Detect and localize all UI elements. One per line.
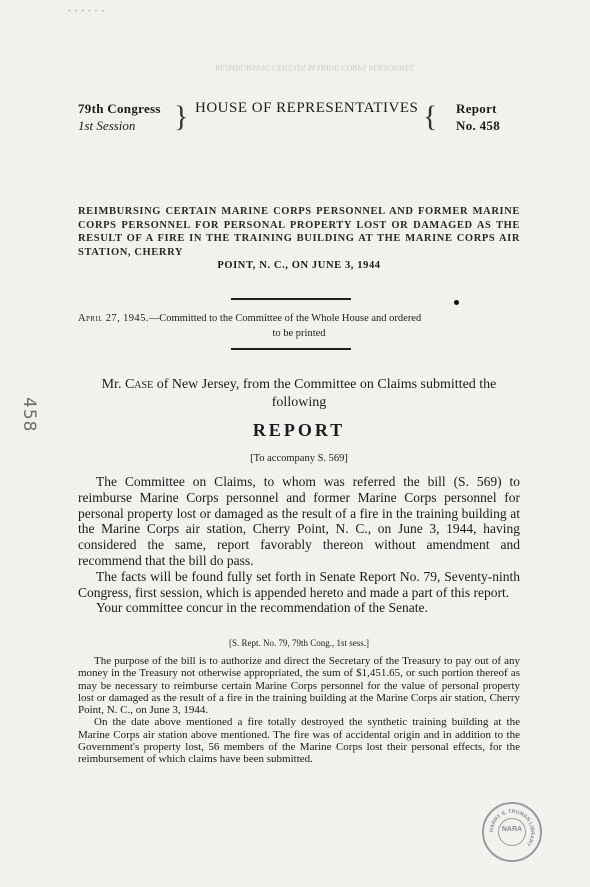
stamp-ring-text: HARRY S. TRUMAN LIBRARY [488, 808, 536, 847]
body-paragraph: Your committee concur in the recommendation of the Senate. [96, 600, 428, 616]
accompany-note: [To accompany S. 569] [250, 453, 348, 464]
committed-note [78, 311, 520, 341]
senate-report-reference: [S. Rept. No. 79, 79th Cong., 1st sess.] [228, 638, 369, 648]
top-marks: - - - - - - [68, 6, 105, 15]
committed-date: April 27, 1945. [78, 313, 149, 324]
intro-name: Case [124, 377, 154, 392]
brace-icon: { [423, 100, 438, 133]
divider-rule [231, 298, 351, 300]
intro-mr: Mr. [101, 377, 125, 392]
handwritten-margin-note: 458 [19, 397, 39, 433]
report-heading: REPORT [252, 420, 346, 440]
report-title-last: POINT, N. C., ON JUNE 3, 1944 [217, 260, 381, 271]
library-stamp [482, 802, 542, 862]
intro-rest: of New Jersey, from the Committee on Claims submitted the following [153, 377, 497, 410]
brace-icon: } [174, 100, 189, 133]
body-paragraph: The Committee on Claims, to whom was referred the bill (S. 569) to reimburse Marine Corps personnel and former Marine Corps personnel for personal property lost or damaged as the result of a fire in the training building at the Marine Corps air station, Cherry Point, N. C., on June 3, 1944, having considered the same, report favorably thereon without amendment and recommend that the bill do pass. [78, 474, 520, 568]
committed-line2: to be printed [272, 328, 326, 339]
divider-rule [231, 348, 351, 350]
ink-dot [454, 300, 459, 305]
report-title-main: REIMBURSING CERTAIN MARINE CORPS PERSONNEL AND FORMER MARINE CORPS PERSONNEL FOR PERSONAL PROPERTY LOST OR DAMAGED AS THE RESULT OF A FIRE IN THE TRAINING BUILDING AT THE MARINE CORPS AIR STATION, CHERRY [78, 206, 520, 258]
report-header [78, 100, 520, 136]
intro-paragraph [78, 376, 520, 412]
report-body [78, 474, 520, 616]
senate-paragraph: On the date above mentioned a fire totally destroyed the synthetic training building at the Marine Corps air station above mentioned. The fire was of accidental origin and in addition to the Government's property lost, 56 members of the Marine Corps lost their personal effects, for the reimbursement of which claims have been submitted. [78, 716, 520, 766]
congress-session [78, 100, 161, 134]
bleed-through-text: REIMBURSING CERTAIN MARINE CORPS PERSONNEL [215, 63, 415, 72]
report-label: Report [456, 101, 497, 116]
report-number-block [456, 100, 500, 134]
senate-paragraph: The purpose of the bill is to authorize and direct the Secretary of the Treasury to pay out of any money in the Treasury not otherwise appropriated, the sum of $1,451.65, or such portion thereof as may be necessary to reimburse certain Marine Corps personnel for the value of personal property lost or damaged as the result of a fire in the training building at the Marine Corps air station, Cherry Point, N. C., on June 3, 1944. [78, 655, 520, 717]
session-label: 1st Session [78, 118, 136, 133]
stamp-center-text: NARA [501, 826, 523, 833]
senate-report-body [78, 655, 520, 766]
committed-line1: —Committed to the Committee of the Whole House and ordered [148, 313, 422, 324]
body-paragraph: The facts will be found fully set forth in Senate Report No. 79, Seventy-ninth Congress, first session, which is appended hereto and made a part of this report. [78, 568, 520, 600]
report-number: No. 458 [456, 118, 500, 133]
congress-label: 79th Congress [78, 101, 161, 116]
house-label: HOUSE OF REPRESENTATIVES [195, 100, 419, 116]
